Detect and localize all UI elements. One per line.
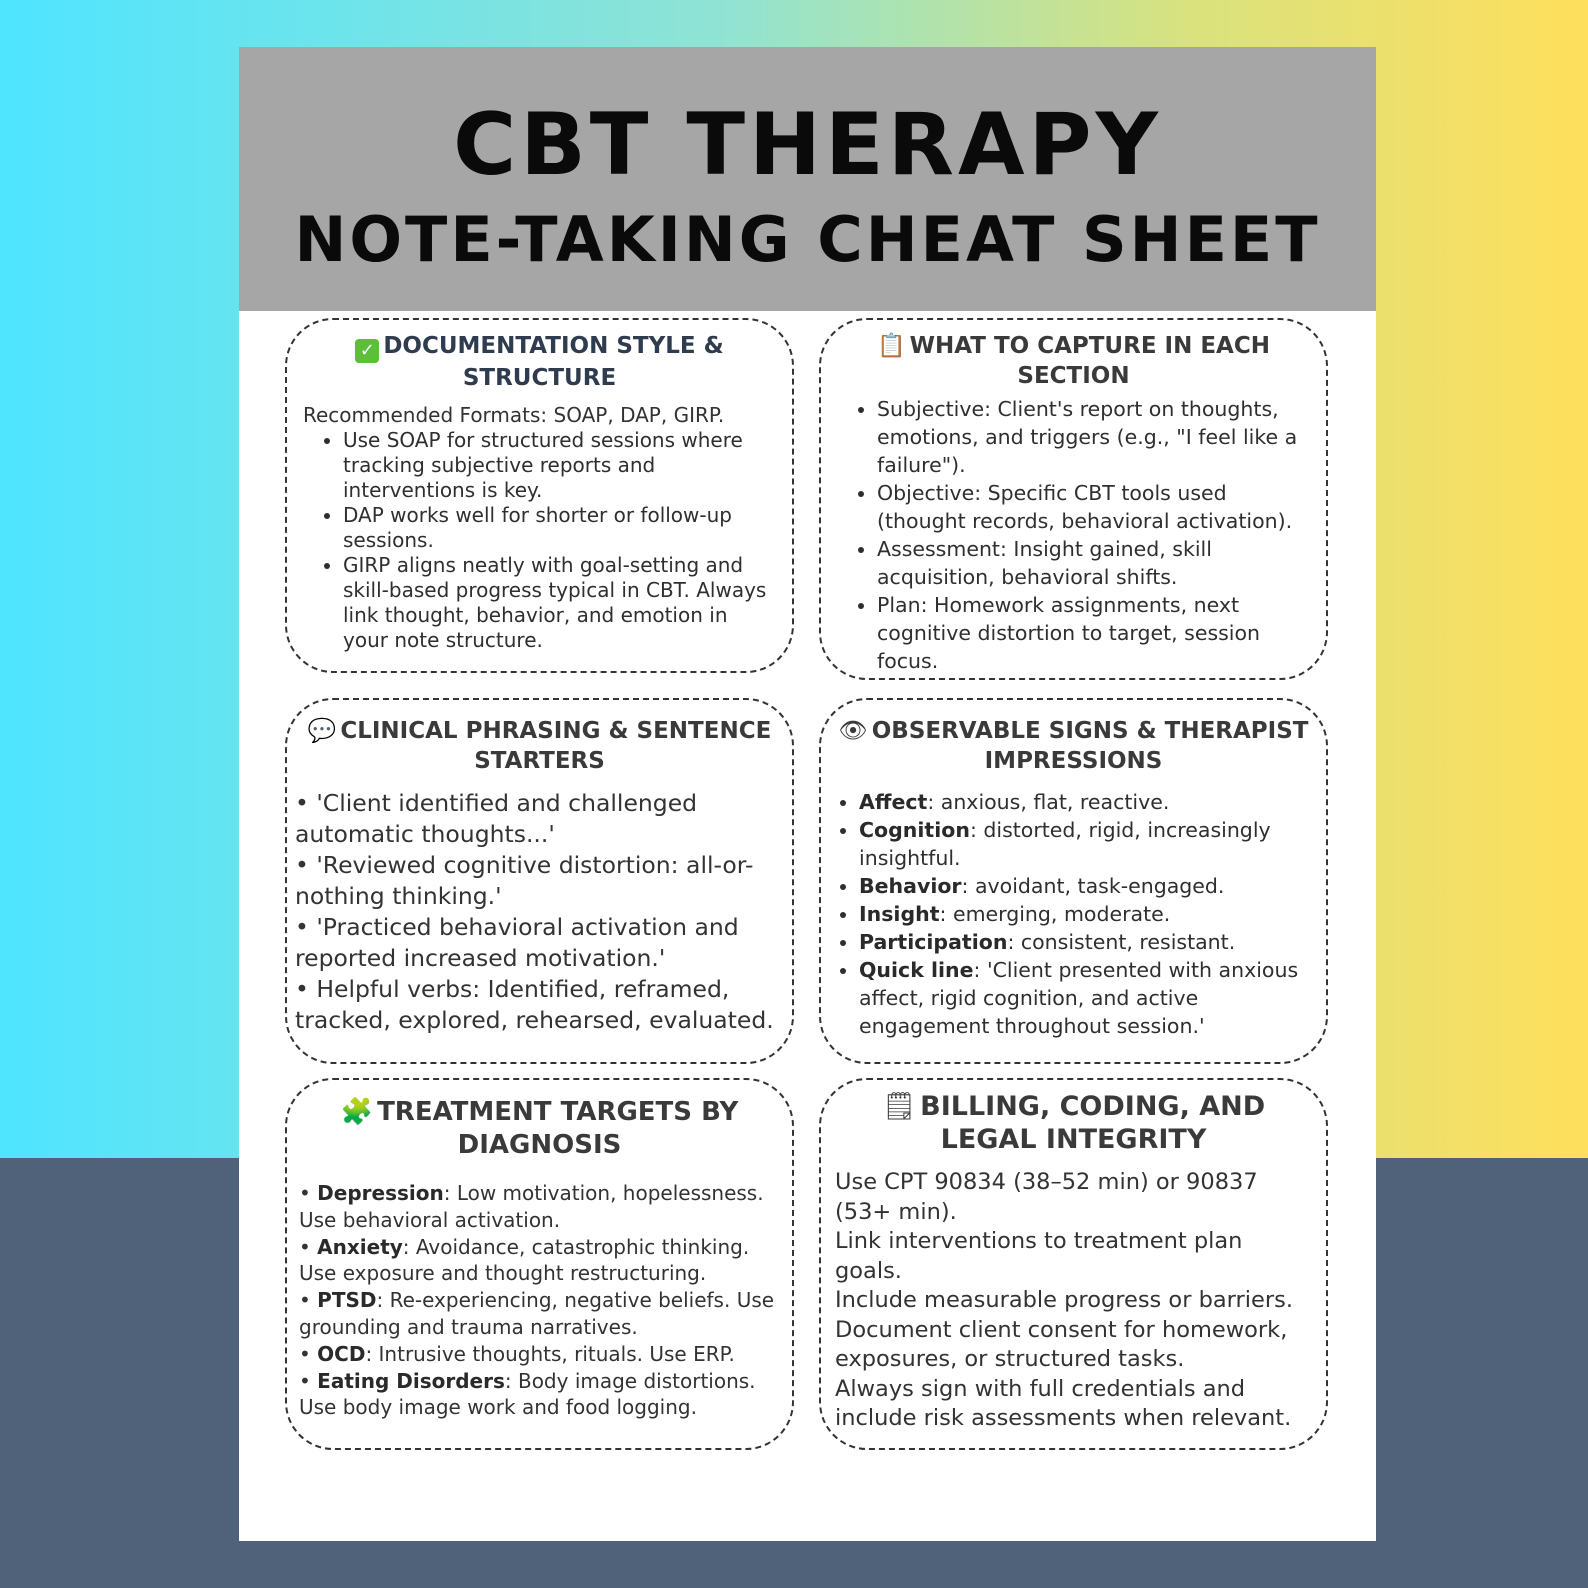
phrasing-body (295, 788, 786, 1036)
page-title: CBT THERAPY (453, 95, 1162, 195)
billing-line: Document client consent for homework, exposures, or structured tasks. (835, 1316, 1288, 1372)
item-label: OCD (317, 1341, 366, 1366)
targets-card-title (287, 1080, 792, 1162)
item-label: Eating Disorders (317, 1368, 505, 1393)
list-item: • Anxiety: Avoidance, catastrophic thinking. Use exposure and thought restructuring. (299, 1234, 750, 1286)
list-item: • Assessment: Insight gained, skill acquisition, behavioral shifts. (877, 535, 1326, 591)
observable-card-title (821, 700, 1326, 776)
billing-line: Include measurable progress or barriers. (835, 1287, 1293, 1313)
list-item: • Plan: Homework assignments, next cognitive distortion to target, session focus. (877, 591, 1326, 675)
phrase-line: • 'Reviewed cognitive distortion: all-or-nothing thinking.' (295, 851, 754, 910)
billing-line: Always sign with full credentials and include risk assessments when relevant. (835, 1375, 1292, 1431)
targets-body (299, 1180, 782, 1421)
item-label: Anxiety (317, 1234, 403, 1259)
item-label: Quick line (859, 958, 974, 982)
item-text: : Low motivation, hopelessness. Use behavioral activation. (299, 1181, 764, 1232)
billing-line: Link interventions to treatment plan goals. (835, 1228, 1243, 1284)
capture-list (821, 395, 1326, 675)
list-item: • DAP works well for shorter or follow-up sessions. (343, 503, 792, 553)
phrase-line: • Helpful verbs: Identified, reframed, tracked, explored, rehearsed, evaluated. (295, 975, 774, 1034)
capture-title-text: WHAT TO CAPTURE IN EACH SECTION (909, 333, 1270, 389)
page-subtitle: NOTE-TAKING CHEAT SHEET (294, 203, 1321, 276)
observable-title-text: OBSERVABLE SIGNS & THERAPIST IMPRESSIONS (871, 718, 1309, 774)
phrasing-title-text: CLINICAL PHRASING & SENTENCE STARTERS (340, 718, 772, 774)
item-text: : consistent, resistant. (1007, 930, 1236, 954)
list-item: • GIRP aligns neatly with goal-setting and skill-based progress typical in CBT. Always link thought, behavior, and emotion in your note structure. (343, 553, 792, 653)
item-label: Participation (859, 930, 1008, 954)
list-item: • Eating Disorders: Body image distortions. Use body image work and food logging. (299, 1368, 756, 1420)
item-text: : Re-experiencing, negative beliefs. Use grounding and trauma narratives. (299, 1288, 775, 1339)
item-text: : Intrusive thoughts, rituals. Use ERP. (365, 1341, 735, 1366)
item-label: Insight (859, 902, 940, 926)
documentation-intro: Recommended Formats: SOAP, DAP, GIRP. (303, 403, 725, 427)
targets-card (285, 1078, 794, 1450)
documentation-list (287, 428, 792, 653)
documentation-card (285, 318, 794, 673)
item-label: Affect (859, 790, 928, 814)
item-text: : anxious, flat, reactive. (927, 790, 1170, 814)
item-text: : emerging, moderate. (939, 902, 1171, 926)
header-banner (239, 47, 1376, 311)
capture-card (819, 318, 1328, 680)
item-label: Behavior (859, 874, 962, 898)
item-label: Depression (317, 1181, 444, 1205)
item-text: : Avoidance, catastrophic thinking. Use exposure and thought restructuring. (299, 1234, 750, 1286)
clipboard-icon: 📋 (876, 333, 906, 359)
phrasing-card-title (287, 700, 792, 776)
phrasing-card (285, 698, 794, 1064)
billing-card (819, 1078, 1328, 1450)
list-item: • Depression: Low motivation, hopelessness. Use behavioral activation. (299, 1181, 764, 1232)
billing-card-title (821, 1080, 1326, 1156)
puzzle-piece-icon: 🧩 (340, 1097, 374, 1127)
list-item (859, 788, 1326, 816)
phrase-line: • 'Practiced behavioral activation and reported increased motivation.' (295, 913, 739, 972)
item-label: PTSD (317, 1288, 377, 1313)
list-item (859, 956, 1326, 1040)
list-item: • Subjective: Client's report on thoughts, emotions, and triggers (e.g., "I feel like a failure"). (877, 395, 1326, 479)
check-mark-icon: ✓ (355, 339, 379, 363)
billing-body (835, 1168, 1316, 1434)
item-text: : distorted, rigid, increasingly insightful. (859, 818, 1271, 870)
billing-line: Use CPT 90834 (38–52 min) or 90837 (53+ min). (835, 1169, 1258, 1225)
phrase-line: • 'Client identified and challenged automatic thoughts...' (295, 789, 698, 848)
billing-title-text: BILLING, CODING, AND LEGAL INTEGRITY (920, 1091, 1266, 1155)
observable-card (819, 698, 1328, 1064)
targets-title-text: TREATMENT TARGETS BY DIAGNOSIS (377, 1097, 739, 1160)
list-item (859, 900, 1326, 928)
list-item (859, 928, 1326, 956)
document-icon: 🗒 (881, 1091, 917, 1122)
item-text: : avoidant, task-engaged. (961, 874, 1225, 898)
item-text: : Body image distortions. Use body image work and food logging. (299, 1368, 756, 1420)
item-label: Cognition (859, 818, 970, 842)
cheat-sheet-page (239, 47, 1376, 1541)
documentation-title-text: DOCUMENTATION STYLE & STRUCTURE (383, 333, 724, 391)
capture-card-title (821, 320, 1326, 391)
list-item: • OCD: Intrusive thoughts, rituals. Use ERP. (299, 1341, 735, 1366)
list-item (859, 816, 1326, 872)
list-item (859, 872, 1326, 900)
speech-bubble-icon: 💬 (307, 718, 337, 744)
list-item: • Use SOAP for structured sessions where tracking subjective reports and interventions is key. (343, 428, 792, 503)
list-item: • Objective: Specific CBT tools used (thought records, behavioral activation). (877, 479, 1326, 535)
observable-list (821, 788, 1326, 1040)
item-text: : 'Client presented with anxious affect, rigid cognition, and active engagement throughout session.' (859, 958, 1299, 1038)
list-item: • PTSD: Re-experiencing, negative beliefs. Use grounding and trauma narratives. (299, 1288, 775, 1339)
eye-icon: 👁 (838, 718, 868, 744)
documentation-card-title (287, 320, 792, 393)
